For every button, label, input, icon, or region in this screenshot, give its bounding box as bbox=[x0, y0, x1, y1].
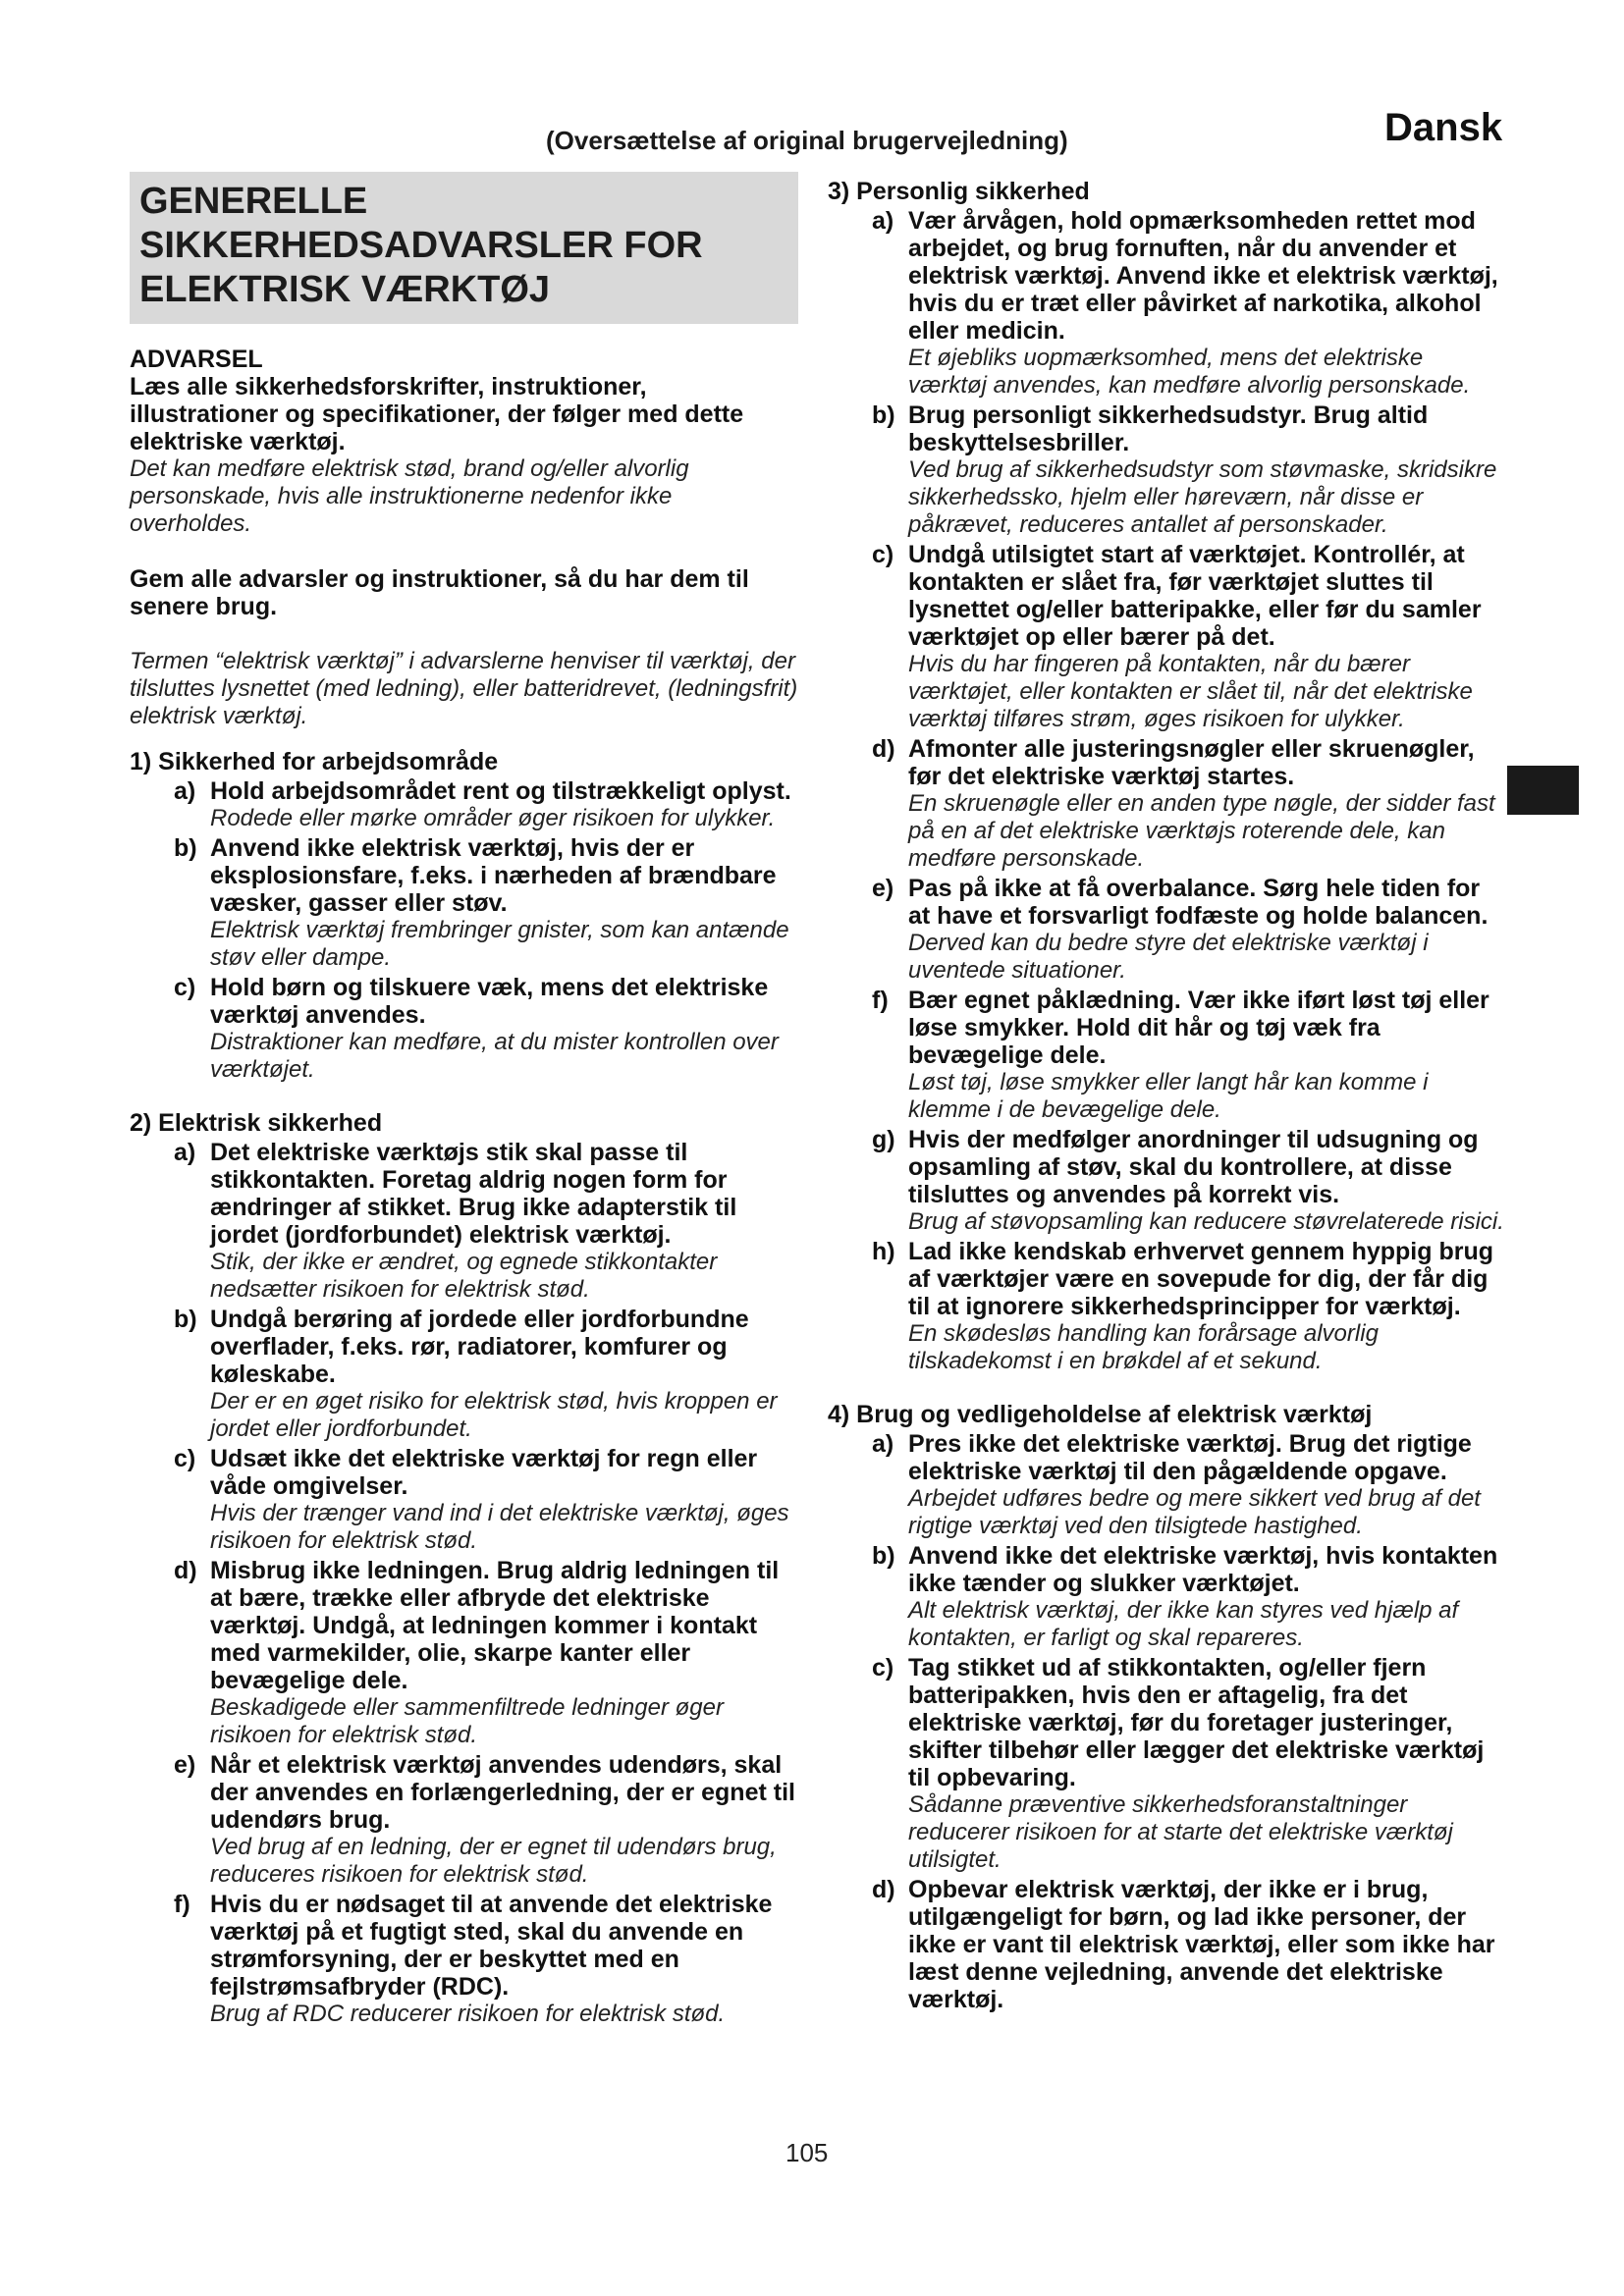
item-explanation: Rodede eller mørke områder øger risikoen for ulykker. bbox=[210, 805, 776, 831]
item-instruction: Undgå berøring af jordede eller jordforbundne overflader, f.eks. rør, radiatorer, komfurer og køleskabe. bbox=[210, 1306, 749, 1388]
list-item bbox=[130, 1891, 799, 2028]
list-item bbox=[130, 1139, 799, 1304]
item-label: b) bbox=[872, 401, 895, 429]
left-column bbox=[130, 172, 799, 2028]
section-heading-personal-safety: 3) Personlig sikkerhed bbox=[828, 178, 1090, 205]
item-instruction: Når et elektrisk værktøj anvendes udendørs, skal der anvendes en forlængerledning, der er egnet til udendørs brug. bbox=[210, 1751, 795, 1834]
item-instruction: Vær årvågen, hold opmærksomheden rettet mod arbejdet, og brug fornuften, når du anvender et elektrisk værktøj. Anvend ikke et elektrisk værktøj, hvis du er træt eller påvirket af narkotika, alkohol eller medicin. bbox=[908, 207, 1498, 345]
section-heading-use-maintenance: 4) Brug og vedligeholdelse af elektrisk værktøj bbox=[828, 1401, 1373, 1428]
section-title-line: GENERELLE bbox=[139, 181, 368, 222]
right-column bbox=[828, 172, 1505, 2013]
item-instruction: Det elektriske værktøjs stik skal passe til stikkontakten. Foretag aldrig nogen form for ændringer af stikket. Brug ikke adapterstik til jordet (jordforbundet) elektrisk værktøj. bbox=[210, 1139, 737, 1249]
item-instruction: Brug personligt sikkerhedsudstyr. Brug altid beskyttelsesbriller. bbox=[908, 401, 1429, 456]
warning-label: ADVARSEL bbox=[130, 346, 263, 373]
item-explanation: Brug af RDC reducerer risikoen for elektrisk stød. bbox=[210, 2001, 726, 2027]
list-item bbox=[828, 1542, 1505, 1652]
list-item bbox=[828, 1876, 1505, 2013]
list-item bbox=[828, 1654, 1505, 1874]
list-item bbox=[828, 1238, 1505, 1375]
item-explanation: Løst tøj, løse smykker eller langt hår kan komme i klemme i de bevægelige dele. bbox=[908, 1069, 1429, 1123]
item-label: e) bbox=[174, 1751, 196, 1779]
item-label: f) bbox=[872, 987, 889, 1014]
item-explanation: Brug af støvopsamling kan reducere støvrelaterede risici. bbox=[908, 1208, 1504, 1235]
language-label: Dansk bbox=[1384, 106, 1503, 149]
item-explanation: Hvis du har fingeren på kontakten, når du bærer værktøjet, eller kontakten er slået til, når det elektriske værktøj tilføres strøm, øges risikoen for ulykker. bbox=[908, 651, 1473, 732]
item-instruction: Misbrug ikke ledningen. Brug aldrig ledningen til at bære, trække eller afbryde det elektriske værktøj. Undgå, at ledningen kommer i kontakt med varmekilder, olie, skarpe kanter eller bevægelige dele. bbox=[210, 1557, 780, 1694]
item-label: d) bbox=[872, 735, 895, 763]
item-explanation: Hvis der trænger vand ind i det elektriske værktøj, øges risikoen for elektrisk stød. bbox=[210, 1500, 789, 1554]
item-label: b) bbox=[174, 834, 197, 862]
item-label: d) bbox=[174, 1557, 197, 1584]
list-item bbox=[130, 777, 799, 832]
list-item bbox=[828, 541, 1505, 733]
section-heading-electrical: 2) Elektrisk sikkerhed bbox=[130, 1109, 383, 1137]
item-instruction: Hvis der medfølger anordninger til udsugning og opsamling af støv, skal du kontrollere, at disse tilsluttes og anvendes på korrekt vis. bbox=[908, 1126, 1479, 1208]
item-label: c) bbox=[872, 541, 894, 568]
item-label: d) bbox=[872, 1876, 895, 1903]
list-item bbox=[828, 1126, 1505, 1236]
item-label: a) bbox=[174, 1139, 196, 1166]
item-explanation: Et øjebliks uopmærksomhed, mens det elektriske værktøj anvendes, kan medføre alvorlig personskade. bbox=[908, 345, 1471, 399]
item-explanation: Elektrisk værktøj frembringer gnister, som kan antænde støv eller dampe. bbox=[210, 917, 789, 971]
item-instruction: Anvend ikke det elektriske værktøj, hvis kontakten ikke tænder og slukker værktøjet. bbox=[908, 1542, 1498, 1597]
warning-note: Det kan medføre elektrisk stød, brand og/eller alvorlig personskade, hvis alle instruktionerne nedenfor ikke overholdes. bbox=[130, 455, 689, 537]
item-label: h) bbox=[872, 1238, 895, 1265]
term-definition: Termen “elektrisk værktøj” i advarslerne henviser til værktøj, der tilsluttes lysnettet (med ledning), eller batteridrevet, (ledningsfrit) elektrisk værktøj. bbox=[130, 648, 798, 729]
item-label: c) bbox=[174, 974, 196, 1001]
item-explanation: Ved brug af en ledning, der er egnet til udendørs brug, reduceres risikoen for elektrisk stød. bbox=[210, 1834, 777, 1888]
section-heading-work-area: 1) Sikkerhed for arbejdsområde bbox=[130, 748, 499, 775]
item-label: a) bbox=[872, 1430, 894, 1458]
item-label: b) bbox=[872, 1542, 895, 1570]
item-instruction: Pres ikke det elektriske værktøj. Brug det rigtige elektriske værktøj til den pågældende opgave. bbox=[908, 1430, 1472, 1485]
list-item bbox=[130, 1751, 799, 1889]
item-label: c) bbox=[174, 1445, 196, 1472]
list-item bbox=[828, 735, 1505, 873]
item-explanation: En skødesløs handling kan forårsage alvorlig tilskadekomst i en brøkdel af et sekund. bbox=[908, 1320, 1379, 1374]
item-instruction: Udsæt ikke det elektriske værktøj for regn eller våde omgivelser. bbox=[210, 1445, 758, 1500]
list-item bbox=[130, 1445, 799, 1555]
list-item bbox=[828, 875, 1505, 985]
section-title-line: ELEKTRISK VÆRKTØJ bbox=[139, 269, 551, 310]
page-number: 105 bbox=[785, 2138, 829, 2167]
item-instruction: Lad ikke kendskab erhvervet gennem hyppig brug af værktøjer være en sovepude for dig, der får dig til at ignorere sikkerhedsprincipper for værktøj. bbox=[908, 1238, 1494, 1320]
item-instruction: Anvend ikke elektrisk værktøj, hvis der er eksplosionsfare, f.eks. i nærheden af brændbare væsker, gasser eller støv. bbox=[210, 834, 777, 917]
item-explanation: Arbejdet udføres bedre og mere sikkert ved brug af det rigtige værktøj ved den tilsigtede hastighed. bbox=[908, 1485, 1481, 1539]
item-instruction: Undgå utilsigtet start af værktøjet. Kontrollér, at kontakten er slået fra, før værktøjet sluttes til lysnettet og/eller batteripakke, eller før du samler værktøjet op eller bærer på det. bbox=[908, 541, 1482, 651]
item-label: g) bbox=[872, 1126, 895, 1153]
item-label: e) bbox=[872, 875, 894, 902]
section-title-box bbox=[130, 172, 798, 324]
list-item bbox=[828, 1430, 1505, 1540]
item-instruction: Pas på ikke at få overbalance. Sørg hele tiden for at have et forsvarligt fodfæste og holde balancen. bbox=[908, 875, 1489, 930]
warning-text: Læs alle sikkerhedsforskrifter, instruktioner, illustrationer og specifikationer, der følger med dette elektriske værktøj. bbox=[130, 373, 744, 455]
list-item bbox=[828, 207, 1505, 400]
list-item bbox=[130, 974, 799, 1084]
item-explanation: Stik, der ikke er ændret, og egnede stikkontakter nedsætter risikoen for elektrisk stød. bbox=[210, 1249, 718, 1303]
list-item bbox=[130, 1557, 799, 1749]
item-instruction: Tag stikket ud af stikkontakten, og/eller fjern batteripakken, hvis den er aftagelig, fra det elektriske værktøj, før du foretager justeringer, skifter tilbehør eller lægger det elektriske værktøj til opbevaring. bbox=[908, 1654, 1485, 1791]
item-instruction: Hold børn og tilskuere væk, mens det elektriske værktøj anvendes. bbox=[210, 974, 769, 1029]
item-explanation: Sådanne præventive sikkerhedsforanstaltninger reducerer risikoen for at starte det elektriske værktøj utilsigtet. bbox=[908, 1791, 1453, 1873]
section-title-line: SIKKERHEDSADVARSLER FOR bbox=[139, 225, 703, 266]
list-item bbox=[130, 1306, 799, 1443]
item-instruction: Afmonter alle justeringsnøgler eller skruenøgler, før det elektriske værktøj startes. bbox=[908, 735, 1475, 790]
item-explanation: Der er en øget risiko for elektrisk stød, hvis kroppen er jordet eller jordforbundet. bbox=[210, 1388, 778, 1442]
header-title: (Oversættelse af original brugervejledning) bbox=[546, 126, 1068, 155]
item-label: f) bbox=[174, 1891, 190, 1918]
item-label: c) bbox=[872, 1654, 894, 1682]
item-instruction: Opbevar elektrisk værktøj, der ikke er i brug, utilgængeligt for børn, og lad ikke personer, der ikke er vant til elektrisk værktøj, eller som ikke har læst denne vejledning, anvende det elektriske værktøj. bbox=[908, 1876, 1495, 2013]
list-item bbox=[130, 834, 799, 972]
item-label: b) bbox=[174, 1306, 197, 1333]
section-tab-marker bbox=[1507, 766, 1579, 815]
item-explanation: Alt elektrisk værktøj, der ikke kan styres ved hjælp af kontakten, er farligt og skal repareres. bbox=[908, 1597, 1459, 1651]
item-instruction: Bær egnet påklædning. Vær ikke iført løst tøj eller løse smykker. Hold dit hår og tøj væk fra bevægelige dele. bbox=[908, 987, 1489, 1069]
item-label: a) bbox=[872, 207, 894, 235]
item-explanation: Distraktioner kan medføre, at du mister kontrollen over værktøjet. bbox=[210, 1029, 779, 1083]
item-explanation: En skruenøgle eller en anden type nøgle, der sidder fast på en af det elektriske værktøjs roterende dele, kan medføre personskade. bbox=[908, 790, 1495, 872]
list-item bbox=[828, 987, 1505, 1124]
item-instruction: Hold arbejdsområdet rent og tilstrækkeligt oplyst. bbox=[210, 777, 791, 805]
item-explanation: Beskadigede eller sammenfiltrede ledninger øger risikoen for elektrisk stød. bbox=[210, 1694, 724, 1748]
keep-instructions-text: Gem alle advarsler og instruktioner, så du har dem til senere brug. bbox=[130, 565, 749, 620]
list-item bbox=[828, 401, 1505, 539]
item-label: a) bbox=[174, 777, 196, 805]
item-explanation: Ved brug af sikkerhedsudstyr som støvmaske, skridsikre sikkerhedssko, hjelm eller høreværn, når disse er påkrævet, reduceres antallet af personskader. bbox=[908, 456, 1497, 538]
item-explanation: Derved kan du bedre styre det elektriske værktøj i uventede situationer. bbox=[908, 930, 1429, 984]
item-instruction: Hvis du er nødsaget til at anvende det elektriske værktøj på et fugtigt sted, skal du anvende en strømforsyning, der er beskyttet med en fejlstrømsafbryder (RDC). bbox=[210, 1891, 773, 2001]
